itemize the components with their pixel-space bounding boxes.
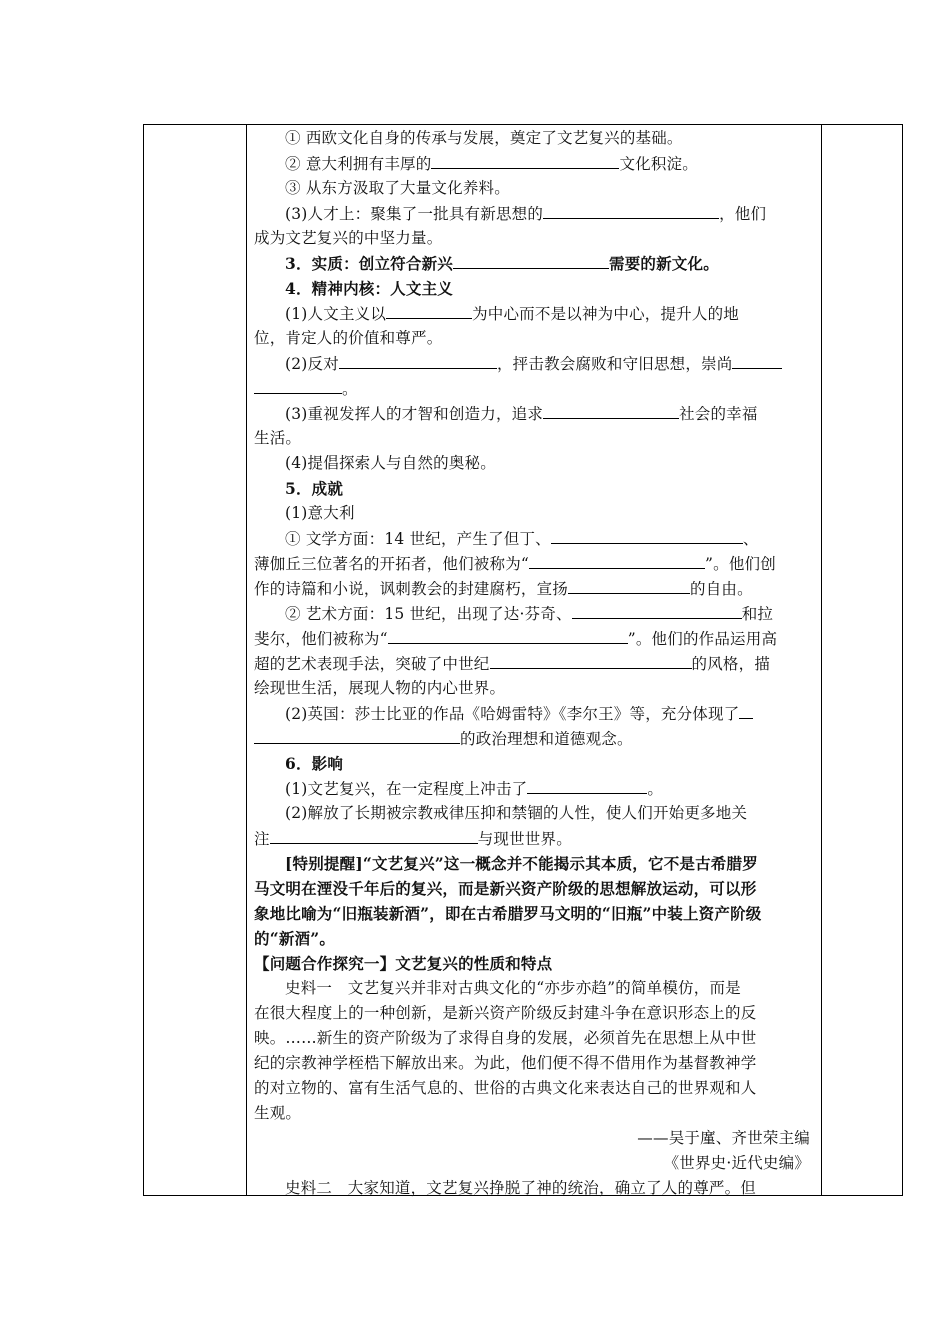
source-text: 史料一 文艺复兴并非对古典文化的“亦步亦趋”的简单模仿，而是 bbox=[285, 979, 741, 997]
fill-blank[interactable] bbox=[543, 201, 719, 219]
fill-blank[interactable] bbox=[254, 726, 460, 744]
special-reminder: 马文明在湮没千年后的复兴，而是新兴资产阶级的思想解放运动，可以形 bbox=[254, 879, 757, 898]
citation: 《世界史·近代史编》 bbox=[663, 1154, 810, 1172]
text-line: 绘现世生活，展现人物的内心世界。 bbox=[254, 679, 506, 697]
source-text: 纪的宗教神学桎梏下解放出来。为此，他们便不得不借用作为基督教神学 bbox=[254, 1054, 757, 1072]
fill-blank[interactable] bbox=[527, 776, 647, 794]
text-line: (1)人文主义以 为中心而不是以神为中心，提升人的地 bbox=[254, 301, 816, 326]
text-line: 薄伽丘三位著名的开拓者，他们被称为“ ”。他们创 bbox=[254, 551, 816, 576]
text-line: (2)解放了长期被宗教戒律压抑和禁锢的人性，使人们开始更多地关 bbox=[285, 804, 748, 822]
special-reminder: 象地比喻为“旧瓶装新酒”，即在古希腊罗马文明的“旧瓶”中装上资产阶级 bbox=[254, 904, 762, 923]
source-text: 生观。 bbox=[254, 1104, 302, 1122]
text-line: (1)文艺复兴，在一定程度上冲击了 。 bbox=[254, 776, 816, 801]
text-line: 超的艺术表现手法，突破了中世纪 的风格，描 bbox=[254, 651, 816, 676]
fill-blank[interactable] bbox=[739, 701, 753, 719]
fill-blank[interactable] bbox=[431, 151, 619, 169]
inquiry-heading: 【问题合作探究一】文艺复兴的性质和特点 bbox=[254, 954, 553, 973]
section-heading: 3．实质：创立符合新兴 需要的新文化。 bbox=[254, 251, 816, 276]
text-line: ② 意大利拥有丰厚的 文化积淀。 bbox=[254, 151, 816, 176]
text-line: (2)英国：莎士比亚的作品《哈姆雷特》《李尔王》等，充分体现了 bbox=[254, 701, 816, 726]
fill-blank[interactable] bbox=[339, 351, 497, 369]
source-text: 史料二 大家知道，文艺复兴挣脱了神的统治，确立了人的尊严。但 bbox=[285, 1179, 757, 1197]
source-text: 映。……新生的资产阶级为了求得自身的发展，必须首先在思想上从中世 bbox=[254, 1029, 757, 1047]
column-divider-left bbox=[246, 125, 247, 1195]
fill-blank[interactable] bbox=[551, 526, 743, 544]
lesson-content bbox=[254, 126, 816, 1201]
text-line: 成为文艺复兴的中坚力量。 bbox=[254, 229, 443, 247]
fill-blank[interactable] bbox=[543, 401, 679, 419]
text-line: 作的诗篇和小说，讽刺教会的封建腐朽，宣扬 的自由。 bbox=[254, 576, 816, 601]
section-heading: 5．成就 bbox=[285, 479, 344, 498]
fill-blank[interactable] bbox=[572, 601, 742, 619]
text-line: ① 西欧文化自身的传承与发展，奠定了文艺复兴的基础。 bbox=[285, 129, 683, 147]
source-text: 在很大程度上的一种创新，是新兴资产阶级反封建斗争在意识形态上的反 bbox=[254, 1004, 757, 1022]
fill-blank[interactable] bbox=[388, 626, 628, 644]
text-line: ① 文学方面：14 世纪，产生了但丁、 、 bbox=[254, 526, 816, 551]
text-line: (2)反对 ，抨击教会腐败和守旧思想，崇尚 bbox=[254, 351, 816, 376]
text-line: (3)重视发挥人的才智和创造力，追求 社会的幸福 bbox=[254, 401, 816, 426]
text-line: 斐尔，他们被称为“ ”。他们的作品运用高 bbox=[254, 626, 816, 651]
fill-blank[interactable] bbox=[386, 301, 472, 319]
text-line: ③ 从东方汲取了大量文化养料。 bbox=[285, 179, 510, 197]
text-line: (4)提倡探索人与自然的奥秘。 bbox=[285, 454, 496, 472]
text-line: 注 与现世世界。 bbox=[254, 826, 816, 851]
text-line: (1)意大利 bbox=[285, 504, 355, 522]
fill-blank[interactable] bbox=[732, 351, 782, 369]
fill-blank[interactable] bbox=[490, 651, 692, 669]
fill-blank[interactable] bbox=[453, 251, 609, 269]
fill-blank[interactable] bbox=[254, 376, 342, 394]
fill-blank[interactable] bbox=[568, 576, 690, 594]
source-text: 的对立物的、富有生活气息的、世俗的古典文化来表达自己的世界观和人 bbox=[254, 1079, 757, 1097]
text-line: 生活。 bbox=[254, 429, 302, 447]
text-line: (3)人才上：聚集了一批具有新思想的 ，他们 bbox=[254, 201, 816, 226]
section-heading: 4．精神内核：人文主义 bbox=[285, 279, 453, 298]
text-line: ② 艺术方面：15 世纪，出现了达·芬奇、 和拉 bbox=[254, 601, 816, 626]
fill-blank[interactable] bbox=[270, 826, 478, 844]
text-line: 位，肯定人的价值和尊严。 bbox=[254, 329, 443, 347]
special-reminder: [特别提醒]“文艺复兴”这一概念并不能揭示其本质，它不是古希腊罗 bbox=[285, 854, 758, 873]
citation: ——吴于廑、齐世荣主编 bbox=[637, 1129, 810, 1147]
text-line: 的政治理想和道德观念。 bbox=[254, 726, 816, 751]
text-line: 。 bbox=[254, 376, 816, 401]
special-reminder: 的“新酒”。 bbox=[254, 929, 336, 948]
section-heading: 6．影响 bbox=[285, 754, 344, 773]
column-divider-right bbox=[821, 125, 822, 1195]
fill-blank[interactable] bbox=[529, 551, 705, 569]
